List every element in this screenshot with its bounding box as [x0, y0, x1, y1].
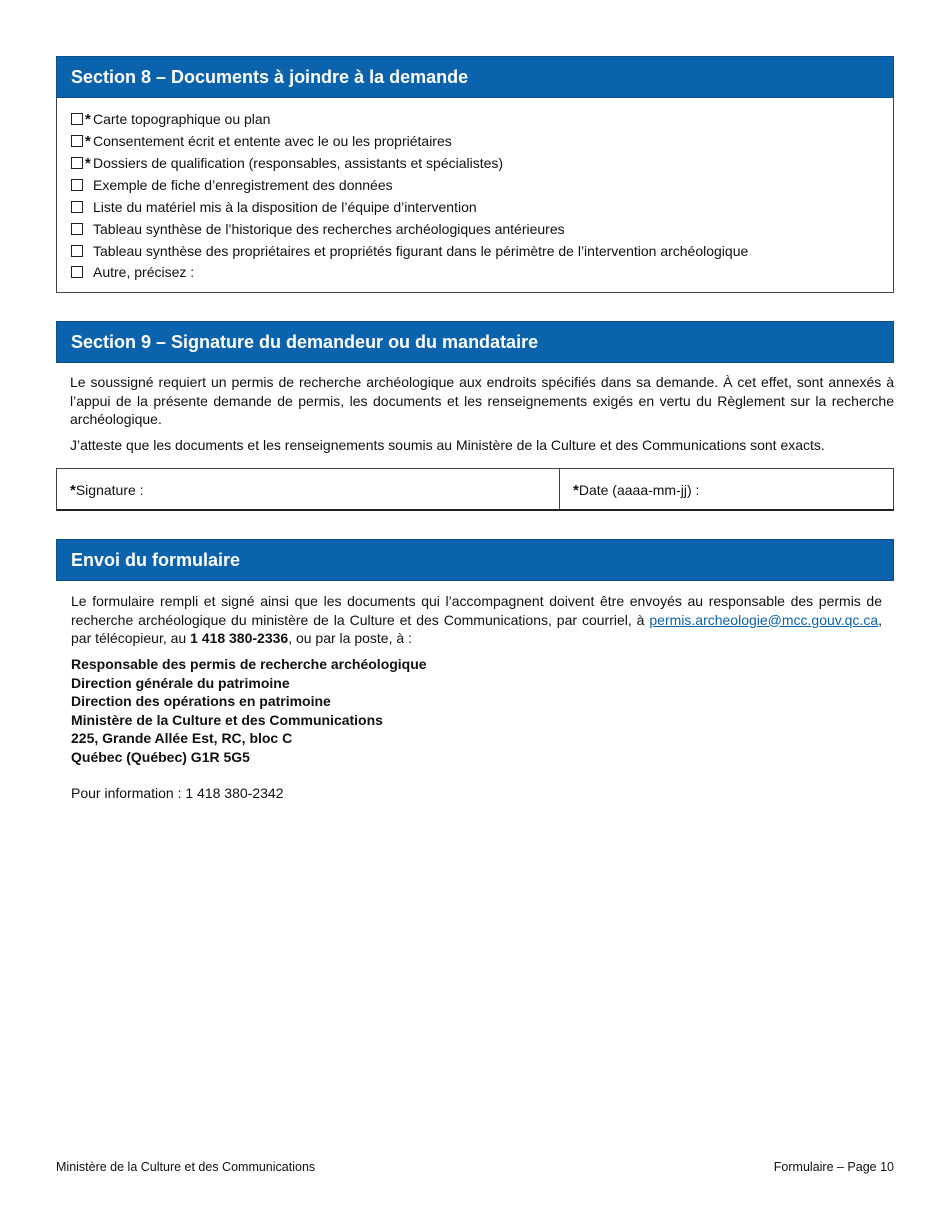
checklist-item-label: Consentement écrit et entente avec le ou les propriétaires [93, 133, 452, 149]
footer-ministry: Ministère de la Culture et des Communications [56, 1160, 316, 1174]
checkbox[interactable] [71, 245, 83, 257]
info-phone: Pour information : 1 418 380-2342 [71, 785, 284, 801]
envoi-title: Envoi du formulaire [71, 550, 241, 570]
address-line: Responsable des permis de recherche archéologique [71, 656, 427, 672]
envoi-text: , ou par la poste, à : [288, 630, 412, 646]
checklist-item-label: Tableau synthèse des propriétaires et propriétés figurant dans le périmètre de l’intervention archéologique [93, 243, 749, 259]
envoi-header [56, 539, 894, 581]
checklist-item [71, 153, 503, 173]
date-field[interactable] [560, 469, 893, 509]
attestation-text: J’atteste que les documents et les renseignements soumis au Ministère de la Culture et des Communications sont exacts. [70, 437, 825, 453]
checklist-item-label: Liste du matériel mis à la disposition de l’équipe d’intervention [93, 199, 477, 215]
checkbox[interactable] [71, 201, 83, 213]
checklist-item-label: Tableau synthèse de l’historique des recherches archéologiques antérieures [93, 221, 565, 237]
signature-label: Signature : [75, 482, 144, 498]
address-line: 225, Grande Allée Est, RC, bloc C [71, 730, 293, 747]
checklist-item [71, 241, 748, 261]
envoi-text: Le formulaire rempli et signé ainsi que les documents qui l’accompagnent doivent être envoyés au responsable des permis de recherche archéologique du ministère de la Culture et des Communications, par courriel, à [71, 593, 882, 628]
checklist-item [71, 262, 194, 282]
checklist-item [71, 109, 270, 129]
address-line: Québec (Québec) G1R 5G5 [71, 748, 250, 765]
checkbox[interactable] [71, 135, 83, 147]
envoi-paragraph [71, 592, 882, 648]
checklist-item-label: Exemple de fiche d’enregistrement des données [93, 177, 393, 193]
date-label: Date (aaaa-mm-jj) : [578, 482, 700, 498]
signature-table [56, 468, 894, 511]
checklist-item-label: Autre, précisez : [93, 264, 195, 280]
checklist-item-label: Carte topographique ou plan [93, 111, 271, 127]
section-8-checklist [56, 98, 894, 293]
email-link[interactable]: permis.archeologie@mcc.gouv.qc.ca [649, 611, 879, 628]
checkbox[interactable] [71, 223, 83, 235]
checkbox[interactable] [71, 179, 83, 191]
address-line: Ministère de la Culture et des Communications [71, 711, 383, 728]
section-8-header [56, 56, 894, 98]
checkbox[interactable] [71, 157, 83, 169]
checklist-item [71, 131, 452, 151]
fax-number: 1 418 380-2336 [190, 630, 289, 646]
checklist-item [71, 197, 477, 217]
required-marker: * [573, 482, 579, 499]
required-marker: * [70, 482, 76, 499]
section-8-title: Section 8 – Documents à joindre à la demande [71, 67, 469, 87]
footer-page-number: Formulaire – Page 10 [773, 1160, 894, 1174]
section-9-title: Section 9 – Signature du demandeur ou du mandataire [71, 332, 539, 352]
required-marker: * [85, 110, 91, 128]
address-line: Direction des opérations en patrimoine [71, 693, 331, 710]
signature-field[interactable] [57, 469, 560, 509]
section-9-header [56, 321, 894, 363]
checkbox[interactable] [71, 266, 83, 278]
checklist-item [71, 219, 565, 239]
checkbox[interactable] [71, 113, 83, 125]
address-line: Direction générale du patrimoine [71, 674, 290, 691]
envoi-text: , par télécopieur, au [71, 611, 882, 646]
required-marker: * [85, 154, 91, 172]
checklist-item-label: Dossiers de qualification (responsables, assistants et spécialistes) [93, 155, 504, 171]
checklist-item [71, 175, 393, 195]
required-marker: * [85, 132, 91, 150]
section-9-paragraph: Le soussigné requiert un permis de recherche archéologique aux endroits spécifiés dans sa demande. À cet effet, sont annexés à l’appui de la présente demande de permis, les documents et les renseignements exigés en vertu du Règlement sur la recherche archéologique. [70, 374, 894, 427]
mailing-address [71, 655, 427, 767]
